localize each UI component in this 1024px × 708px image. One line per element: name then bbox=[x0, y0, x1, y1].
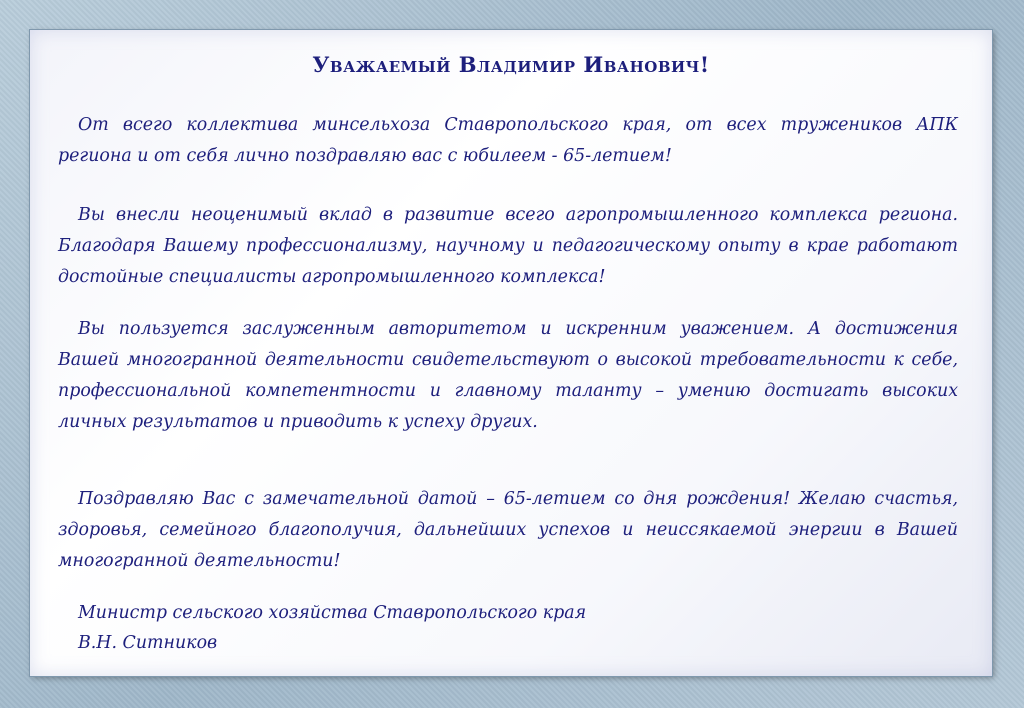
paragraph-congratulation: От всего коллектива минсельхоза Ставропольского края, от всех тружеников АПК региона и от себя лично поздравляю вас с юбилеем - 65-летием! bbox=[58, 115, 958, 166]
paragraph-achievements: Вы пользуется заслуженным авторитетом и искренним уважением. А достижения Вашей многогранной деятельности свидетельствуют о высокой требовательности к себе, профессиональной компетентности и главному таланту – умению достигать высоких личных результатов и приводить к успеху других. bbox=[58, 319, 958, 432]
greeting-title: Уважаемый Владимир Иванович! bbox=[312, 52, 710, 77]
paragraph-contribution: Вы внесли неоценимый вклад в развитие всего агропромышленного комплекса региона. Благодаря Вашему профессионализму, научному и педагогическому опыту в крае работают достойные специалисты агропромышленного комплекса! bbox=[58, 205, 958, 287]
signature-name: В.Н. Ситников bbox=[78, 633, 218, 653]
signature-position: Министр сельского хозяйства Ставропольского края bbox=[78, 603, 587, 623]
paragraph-wishes: Поздравляю Вас с замечательной датой – 65-летием со дня рождения! Желаю счастья, здоровья, семейного благополучия, дальнейших успехов и неиссякаемой энергии в Вашей многогранной деятельности! bbox=[58, 489, 958, 571]
letter-sheet bbox=[30, 30, 992, 676]
